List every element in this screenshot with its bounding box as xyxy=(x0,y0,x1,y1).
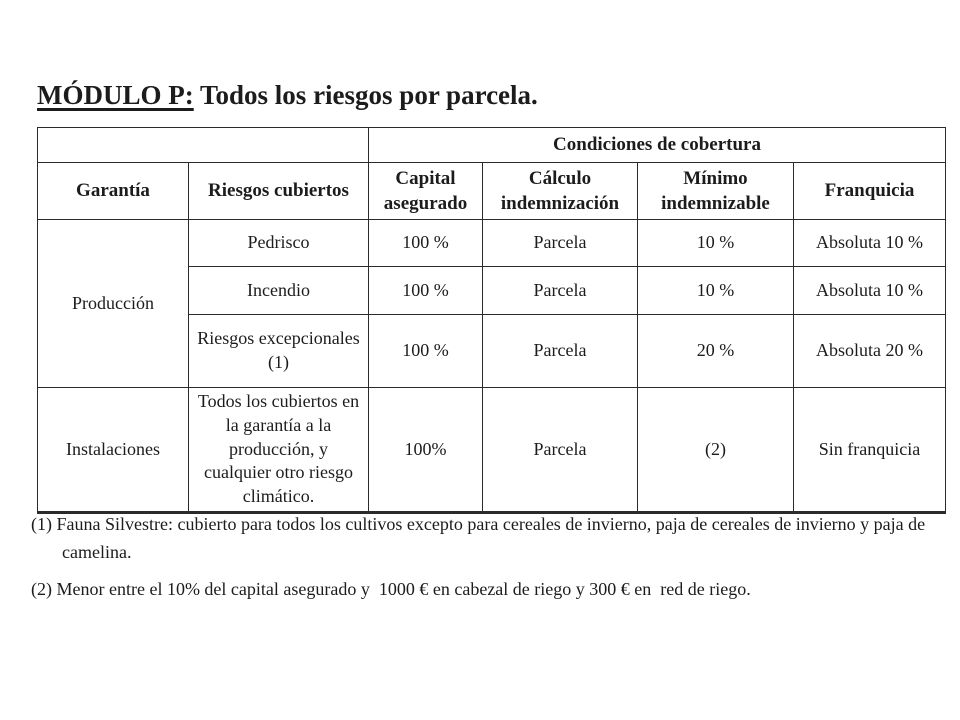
cell-capital: 100% xyxy=(369,388,483,513)
cell-calculo: Parcela xyxy=(483,315,638,388)
cell-capital: 100 % xyxy=(369,315,483,388)
col-header-minimo-indemnizable: Mínimo indemnizable xyxy=(638,163,794,220)
table-row-instalaciones xyxy=(38,388,946,513)
cell-riesgo: Pedrisco xyxy=(189,220,369,267)
cell-riesgo: Riesgos excepcionales (1) xyxy=(189,315,369,388)
cell-franquicia: Sin franquicia xyxy=(794,388,946,513)
col-header-capital-asegurado: Capital asegurado xyxy=(369,163,483,220)
coverage-table xyxy=(37,127,946,514)
footnote-1: (1) Fauna Silvestre: cubierto para todos los cultivos excepto para cereales de invierno, paja de cereales de invierno y paja de camelina. xyxy=(31,514,930,562)
cell-garantia-produccion: Producción xyxy=(38,220,189,388)
page-title xyxy=(37,79,538,111)
column-header-row xyxy=(38,163,946,220)
module-label: MÓDULO P: xyxy=(37,80,194,110)
col-header-garantia: Garantía xyxy=(38,163,189,220)
title-subtitle: Todos los riesgos por parcela. xyxy=(200,80,538,110)
cell-riesgo: Todos los cubiertos en la garantía a la producción, y cualquier otro riesgo climático. xyxy=(189,388,369,513)
cell-minimo: 20 % xyxy=(638,315,794,388)
table-row-pedrisco xyxy=(38,220,946,267)
cell-franquicia: Absoluta 20 % xyxy=(794,315,946,388)
table-corner-spacer xyxy=(38,128,369,163)
group-header-row xyxy=(38,128,946,163)
col-header-riesgos-cubiertos: Riesgos cubiertos xyxy=(189,163,369,220)
cell-capital: 100 % xyxy=(369,267,483,315)
cell-garantia-instalaciones: Instalaciones xyxy=(38,388,189,513)
col-header-franquicia: Franquicia xyxy=(794,163,946,220)
footnote-2: (2) Menor entre el 10% del capital asegurado y 1000 € en cabezal de riego y 300 € en red de riego. xyxy=(31,579,751,599)
cell-riesgo: Incendio xyxy=(189,267,369,315)
cell-calculo: Parcela xyxy=(483,220,638,267)
cell-franquicia: Absoluta 10 % xyxy=(794,267,946,315)
cell-minimo: 10 % xyxy=(638,220,794,267)
cell-minimo: (2) xyxy=(638,388,794,513)
cell-franquicia: Absoluta 10 % xyxy=(794,220,946,267)
group-header-conditions: Condiciones de cobertura xyxy=(369,128,946,163)
cell-calculo: Parcela xyxy=(483,267,638,315)
cell-calculo: Parcela xyxy=(483,388,638,513)
cell-minimo: 10 % xyxy=(638,267,794,315)
col-header-calculo-indemnizacion: Cálculo indemnización xyxy=(483,163,638,220)
cell-capital: 100 % xyxy=(369,220,483,267)
